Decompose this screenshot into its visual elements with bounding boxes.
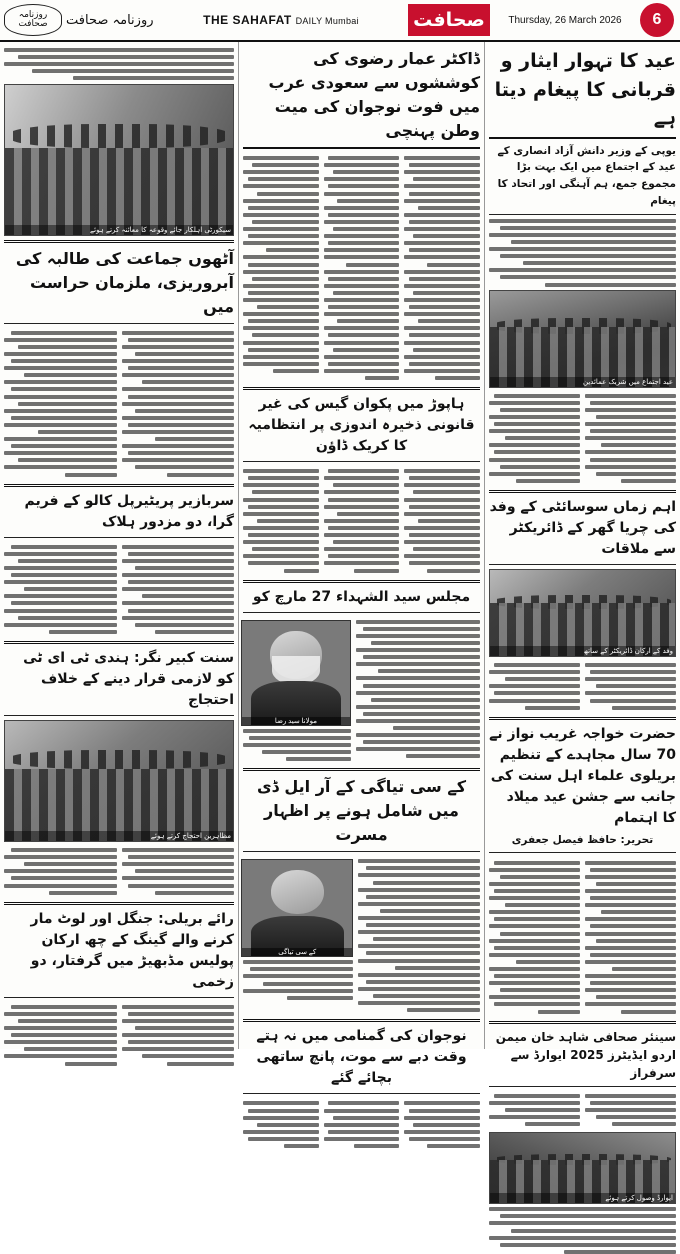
headline-crane-collapse: سربازیر پریٹیرپل کالو کے فریم گرا، دو مزدور ہلاک (24, 492, 234, 530)
paper-subtitle: DAILY Mumbai (295, 16, 359, 26)
headline-award-journalist: سینئر صحافی شاہد خان میمن اردو ایڈیٹرز 2025 ایوارڈ سے سرفراز (495, 1029, 676, 1080)
article-body-m3 (243, 617, 480, 765)
lead-headline-right: عید کا تہوار ایثار و قربانی کا پیغام دیتا ہے (494, 50, 676, 129)
masthead-urdu-strip: روزنامہ صحافت (66, 12, 154, 28)
photo-caption: مظاہرین احتجاج کرتے ہوئے (5, 831, 233, 841)
column-right (484, 42, 680, 1203)
portrait-caption: کے سی تیاگی (242, 948, 352, 956)
article-body-r4 (489, 857, 676, 1016)
article-body-m4 (243, 856, 480, 1015)
page-number-badge: 6 (640, 3, 674, 37)
masthead-title (154, 13, 408, 27)
paper-title: THE SAHAFAT (203, 13, 292, 27)
headline-youth-death: نوجوان کی گمنامی میں نہ ہتے وقت دبے سے موت، پانچ ساتھی بچائے گئے (256, 1028, 467, 1087)
badge-urdu-text: صحافت (413, 9, 485, 31)
headline-gang-arrest: رائے بریلی: جنگل اور لوٹ مار کرنے والے گینگ کے چھ ارکان پولیس مڈبھیڑ میں گرفتار، دو زخمی (30, 910, 234, 990)
logo-urdu-text: روزنامہ صحافت (18, 9, 48, 29)
lead-headline-middle: ڈاکٹر عمار رضوی کی کوششوں سے سعودی عرب میں فوت نوجوان کی میت وطن پہنچی (268, 49, 480, 140)
sahafat-logo (4, 4, 62, 36)
article-body-r6 (489, 1207, 676, 1254)
page-body (0, 42, 680, 1203)
column-middle (238, 42, 484, 1087)
masthead-left (0, 4, 154, 36)
portrait-kc-tyagi (241, 859, 353, 957)
photo-protest (4, 720, 234, 842)
headline-gas-crackdown: ہاپوڑ میں پکوان گیس کی غیر قانونی ذخیرہ اندوزی پر انتظامیہ کا کریک ڈاؤن (248, 396, 475, 455)
masthead (0, 0, 680, 42)
photo-delegation (489, 569, 676, 657)
article-body-r1 (489, 219, 676, 287)
headline-zoo-delegation: اہم زماں سوسائٹی کے وفد کی چریا گھر کے ڈائریکٹر سے ملاقات (489, 498, 676, 557)
article-body-m2 (243, 466, 480, 576)
article-body-r5 (489, 1091, 676, 1130)
article-body-l2 (4, 542, 234, 637)
headline-kc-tyagi-rld: کے سی تیاگی کے آر ایل ڈی میں شامل ہونے پر اظہار مسرت (257, 777, 466, 845)
column-left (0, 42, 238, 1049)
headline-majlis-shuhada: مجلس سید الشہداء 27 مارچ کو (252, 588, 471, 605)
portrait-maulana (241, 620, 351, 726)
article-body-m5 (243, 1098, 480, 1151)
photo-security-officials (4, 84, 234, 236)
article-body-l0 (4, 48, 234, 80)
photo-caption: وفد کے ارکان ڈائریکٹر کے ساتھ (490, 646, 675, 656)
headline-tet-protest: سنت کبیر نگر: ہندی ٹی ای ٹی کو لازمی قرار دینے کے خلاف احتجاج (23, 649, 234, 708)
byline-right: تحریر: حافظ فیصل جعفری (511, 833, 654, 846)
sahafat-badge (408, 4, 490, 36)
headline-khwaja-gharib-nawaz: حضرت خواجہ غریب نواز نے 70 سال مجاہدے کے تنظیم بریلوی علماء اہل سنت کی جانب سے جشن عید میلاد کا اہتمام (489, 725, 676, 826)
article-body-l3 (4, 845, 234, 898)
article-body-m1 (243, 153, 480, 383)
photo-caption: سیکورٹی اہلکار جائے وقوعہ کا معائنہ کرتے ہوئے (5, 225, 233, 235)
lead-subhead-right: یوپی کے وزیر دانش آزاد انصاری کے عید کے اجتماع میں ایک بہت بڑا مجموع جمع، ہم آہنگی اور اتحاد کا پیغام (497, 144, 676, 207)
article-body-l1 (4, 328, 234, 480)
photo-caption: عید اجتماع میں شریک عمائدین (490, 377, 675, 387)
portrait-caption: مولانا سید رضا (242, 717, 350, 725)
issue-date: Thursday, 26 March 2026 (508, 14, 622, 26)
article-body-l4 (4, 1002, 234, 1069)
photo-eid-gathering (489, 290, 676, 388)
photo-caption: ایوارڈ وصول کرتے ہوئے (490, 1193, 675, 1203)
photo-award-ceremony (489, 1132, 676, 1204)
article-body-r3 (489, 660, 676, 713)
article-body-r2 (489, 391, 676, 486)
headline-assault-case: آٹھوں جماعت کی طالبہ کی آبروریزی، ملزمان حراست میں (15, 248, 234, 316)
